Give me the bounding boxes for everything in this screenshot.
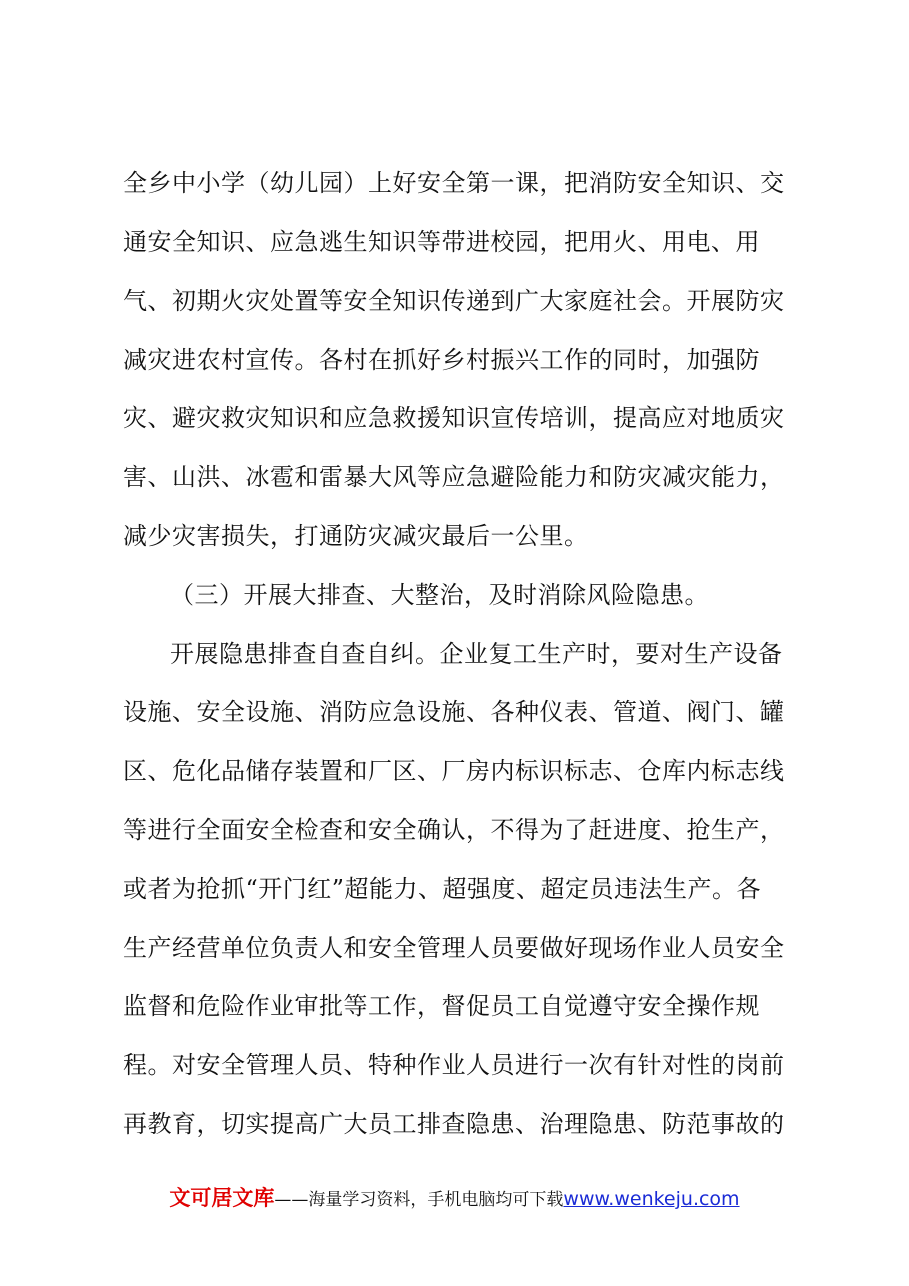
footer-url-link[interactable]: www.wenkeju.com xyxy=(563,1188,740,1210)
text-line: 再教育，切实提高广大员工排查隐患、治理隐患、防范事故的 xyxy=(123,1110,785,1138)
text-line: 监督和危险作业审批等工作，督促员工自觉遵守安全操作规 xyxy=(123,992,760,1020)
text-line: 生产经营单位负责人和安全管理人员要做好现场作业人员安全 xyxy=(123,934,785,962)
text-line: 灾、避灾救灾知识和应急救援知识宣传培训，提高应对地质灾 xyxy=(123,404,785,432)
text-line: 减少灾害损失，打通防灾减灾最后一公里。 xyxy=(123,522,589,550)
text-line: 设施、安全设施、消防应急设施、各种仪表、管道、阀门、罐 xyxy=(123,698,785,726)
section-heading: （三）开展大排查、大整治，及时消除风险隐患。 xyxy=(170,581,709,609)
text-line: 通安全知识、应急逃生知识等带进校园，把用火、用电、用 xyxy=(123,228,760,256)
text-line: 开展隐患排查自查自纠。企业复工生产时，要对生产设备 xyxy=(170,640,783,668)
text-line: 减灾进农村宣传。各村在抓好乡村振兴工作的同时，加强防 xyxy=(123,346,760,374)
text-line: 全乡中小学（幼儿园）上好安全第一课，把消防安全知识、交 xyxy=(123,169,785,197)
footer-banner xyxy=(0,1180,909,1216)
text-line: 程。对安全管理人员、特种作业人员进行一次有针对性的岗前 xyxy=(123,1051,785,1079)
footer-brand: 文可居文库 xyxy=(169,1186,275,1210)
text-line: 等进行全面安全检查和安全确认，不得为了赶进度、抢生产， xyxy=(123,816,785,844)
text-line: 区、危化品储存装置和厂区、厂房内标识标志、仓库内标志线 xyxy=(123,757,785,785)
text-line: 气、初期火灾处置等安全知识传递到广大家庭社会。开展防灾 xyxy=(123,287,785,315)
text-line: 或者为抢抓“开门红”超能力、超强度、超定员违法生产。各 xyxy=(123,875,762,903)
footer-slogan: ——海量学习资料，手机电脑均可下载 xyxy=(274,1190,564,1210)
text-line: 害、山洪、冰雹和雷暴大风等应急避险能力和防灾减灾能力， xyxy=(123,463,785,491)
